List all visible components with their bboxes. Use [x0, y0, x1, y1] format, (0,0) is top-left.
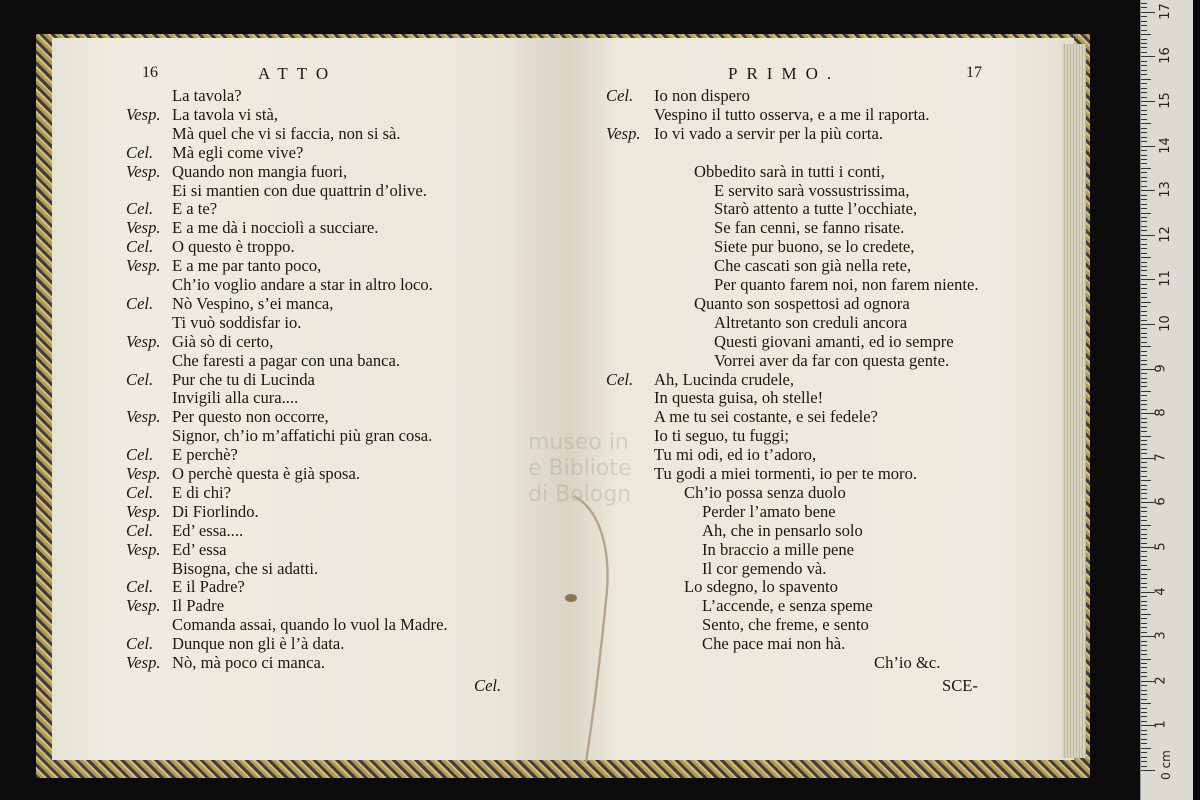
- left-page-speaker: Vesp.: [126, 653, 161, 672]
- left-page-speaker: Vesp.: [126, 407, 161, 427]
- ruler-tick: [1141, 400, 1147, 401]
- ruler-tick: [1141, 266, 1147, 267]
- ruler-tick: [1141, 328, 1147, 329]
- catchword-right: SCE-: [942, 676, 978, 695]
- ruler-tick: [1141, 7, 1147, 8]
- ruler-tick: [1141, 489, 1147, 490]
- right-page-speaker: Cel.: [606, 86, 634, 105]
- ruler-tick: [1141, 391, 1151, 392]
- measurement-ruler: [1140, 0, 1193, 800]
- ruler-tick: [1141, 743, 1147, 744]
- left-page-line: Dunque non gli è l’à data.: [172, 634, 345, 654]
- ruler-tick: [1141, 708, 1147, 709]
- ruler-tick: [1141, 618, 1147, 619]
- right-page-line: Che cascati son già nella rete,: [714, 256, 912, 276]
- ruler-tick: [1141, 632, 1147, 633]
- right-page-speaker: Cel.: [606, 369, 634, 389]
- left-page-line: Che faresti a pagar con una banca.: [172, 350, 401, 370]
- left-page-speaker: Cel.: [126, 199, 154, 219]
- ruler-number: 10: [1157, 315, 1173, 332]
- ruler-tick: [1141, 311, 1147, 312]
- ruler-tick: [1141, 248, 1147, 249]
- ruler-tick: [1141, 739, 1147, 740]
- ruler-tick: [1141, 748, 1151, 749]
- right-page-line: Ch’io &c.: [874, 653, 941, 672]
- right-page-line: Ch’io possa senza duolo: [684, 482, 846, 502]
- running-head-right: PRIMO.: [728, 64, 841, 83]
- ruler-tick: [1141, 168, 1151, 169]
- right-page-line: Altretanto son creduli ancora: [714, 312, 908, 332]
- ruler-tick: [1141, 306, 1147, 307]
- ruler-number: 4: [1153, 586, 1169, 596]
- page-number-right: 17: [966, 64, 982, 81]
- ruler-tick: [1141, 128, 1147, 129]
- ruler-tick: [1141, 436, 1151, 437]
- ruler-tick: [1141, 587, 1147, 588]
- ruler-tick: [1141, 378, 1147, 379]
- ruler-tick: [1141, 315, 1147, 316]
- ruler-tick: [1141, 360, 1147, 361]
- left-page-line: Ti vuò soddisfar io.: [172, 312, 302, 332]
- ruler-number: 16: [1157, 47, 1173, 65]
- ruler-tick: [1141, 217, 1147, 218]
- ruler-tick: [1141, 395, 1147, 396]
- left-page-speaker: Vesp.: [126, 464, 161, 483]
- ruler-tick: [1141, 137, 1147, 138]
- left-page-speaker: Cel.: [126, 237, 154, 257]
- ruler-number: 2: [1153, 676, 1169, 685]
- ruler-tick: [1141, 578, 1147, 579]
- ruler-tick: [1141, 150, 1147, 151]
- ruler-tick: [1141, 172, 1147, 173]
- ruler-number: 14: [1157, 136, 1173, 154]
- left-page-line: Comanda assai, quando lo vuol la Madre.: [172, 615, 448, 635]
- ruler-tick: [1141, 721, 1147, 722]
- ruler-tick: [1141, 141, 1147, 142]
- left-page-speaker: Vesp.: [126, 161, 161, 181]
- ruler-tick: [1141, 56, 1155, 57]
- right-page-line: In braccio a mille pene: [702, 539, 855, 559]
- left-page-line: La tavola?: [172, 86, 242, 105]
- ruler-tick: [1141, 159, 1147, 160]
- ruler-tick: [1141, 418, 1147, 419]
- ruler-tick: [1141, 235, 1155, 236]
- ruler-tick: [1141, 181, 1147, 182]
- ruler-tick: [1141, 221, 1147, 222]
- ruler-tick: [1141, 676, 1147, 677]
- ruler-tick: [1141, 119, 1147, 120]
- ruler-tick: [1141, 279, 1155, 280]
- ruler-number: 17: [1157, 3, 1173, 20]
- right-page-line: Per quanto farem noi, non farem niente.: [714, 275, 979, 294]
- left-page-line: O perchè questa è già sposa.: [172, 464, 360, 483]
- ruler-tick: [1141, 757, 1147, 758]
- ruler-tick: [1141, 132, 1147, 133]
- left-page-speaker: Cel.: [126, 520, 154, 540]
- ruler-tick: [1141, 373, 1147, 374]
- ruler-number: 1: [1153, 720, 1169, 730]
- left-page: [52, 38, 568, 760]
- ruler-tick: [1141, 39, 1147, 40]
- right-page-line: L’accende, e senza speme: [702, 596, 873, 616]
- right-page-line: Siete pur buono, se lo credete,: [714, 237, 915, 257]
- ruler-tick: [1141, 431, 1147, 432]
- ruler-tick: [1141, 199, 1147, 200]
- right-page-line: Che pace mai non hà.: [702, 634, 846, 654]
- ruler-tick: [1141, 239, 1147, 240]
- ruler-tick: [1141, 440, 1147, 441]
- ruler-tick: [1141, 485, 1147, 486]
- ruler-tick: [1141, 516, 1147, 517]
- left-page-line: Di Fiorlindo.: [172, 501, 259, 521]
- ruler-tick: [1141, 275, 1147, 276]
- ruler-number: 12: [1157, 226, 1173, 243]
- right-page-line: Tu mi odi, ed io t’adoro,: [654, 445, 817, 465]
- ruler-tick: [1141, 177, 1147, 178]
- left-page-line: Già sò di certo,: [172, 331, 274, 351]
- ruler-tick: [1141, 699, 1147, 700]
- left-page-speaker: Vesp.: [126, 539, 161, 559]
- ruler-tick: [1141, 716, 1147, 717]
- ruler-tick: [1141, 16, 1147, 17]
- ruler-tick: [1141, 596, 1147, 597]
- left-page-speaker: Cel.: [126, 142, 154, 162]
- right-page-line: Ah, che in pensarlo solo: [702, 520, 863, 540]
- ruler-tick: [1141, 427, 1147, 428]
- ruler-tick: [1141, 146, 1155, 147]
- ruler-tick: [1141, 92, 1147, 93]
- left-page-speaker: Cel.: [126, 634, 154, 654]
- left-page-line: E perchè?: [172, 445, 238, 465]
- ruler-unit-label: 0 cm: [1158, 750, 1173, 780]
- binding-thread: [560, 490, 630, 770]
- ruler-tick: [1141, 83, 1147, 84]
- ruler-tick: [1141, 208, 1147, 209]
- ruler-tick: [1141, 88, 1147, 89]
- ruler-tick: [1141, 694, 1147, 695]
- ruler-tick: [1141, 659, 1151, 660]
- ruler-tick: [1141, 110, 1147, 111]
- right-page-line: Starò attento a tutte l’occhiate,: [714, 199, 918, 219]
- ruler-tick: [1141, 672, 1147, 673]
- ruler-tick: [1141, 493, 1147, 494]
- left-page-speaker: Vesp.: [126, 256, 161, 276]
- ruler-tick: [1141, 444, 1147, 445]
- ruler-tick: [1141, 422, 1147, 423]
- ruler-tick: [1141, 560, 1147, 561]
- ruler-tick: [1141, 163, 1147, 164]
- right-page-line: Io ti seguo, tu fuggi;: [654, 426, 790, 446]
- ruler-tick: [1141, 569, 1151, 570]
- ruler-tick: [1141, 574, 1147, 575]
- ruler-tick: [1141, 525, 1151, 526]
- left-page-line: La tavola vi stà,: [172, 104, 278, 124]
- ruler-tick: [1141, 3, 1147, 4]
- ruler-tick: [1141, 690, 1147, 691]
- ruler-tick: [1141, 12, 1155, 13]
- ruler-tick: [1141, 52, 1147, 53]
- ruler-tick: [1141, 663, 1147, 664]
- left-page-speaker: Cel.: [126, 445, 154, 465]
- ruler-tick: [1141, 480, 1151, 481]
- right-page-line: Sento, che freme, e sento: [702, 615, 869, 635]
- ruler-tick: [1141, 293, 1147, 294]
- ruler-tick: [1141, 623, 1147, 624]
- ruler-tick: [1141, 453, 1147, 454]
- left-page-speaker: Vesp.: [126, 218, 161, 238]
- ruler-tick: [1141, 226, 1147, 227]
- ruler-tick: [1141, 65, 1147, 66]
- ruler-tick: [1141, 105, 1147, 106]
- ruler-tick: [1141, 667, 1147, 668]
- ruler-number: 9: [1153, 363, 1169, 373]
- left-page-speaker: Vesp.: [126, 104, 161, 124]
- ruler-tick: [1141, 601, 1147, 602]
- left-page-line: E di chi?: [172, 482, 231, 502]
- left-page-line: E a me par tanto poco,: [172, 256, 322, 276]
- ruler-tick: [1141, 70, 1147, 71]
- ruler-tick: [1141, 565, 1147, 566]
- left-page-line: Ed’ essa: [172, 539, 227, 559]
- ruler-tick: [1141, 284, 1147, 285]
- ruler-tick: [1141, 297, 1147, 298]
- left-page-speaker: Cel.: [126, 369, 154, 389]
- ruler-number: 8: [1153, 408, 1169, 417]
- ruler-number: 7: [1153, 453, 1169, 462]
- right-page-line: Vorrei aver da far con questa gente.: [714, 350, 950, 370]
- ruler-tick: [1141, 288, 1147, 289]
- left-page-speaker: Vesp.: [126, 596, 161, 616]
- right-page-line: In questa guisa, oh stelle!: [654, 388, 824, 408]
- left-page-speaker: Vesp.: [126, 331, 161, 351]
- left-page-line: Signor, ch’io m’affatichi più gran cosa.: [172, 426, 433, 446]
- ruler-tick: [1141, 449, 1147, 450]
- ruler-tick: [1141, 609, 1147, 610]
- ruler-tick: [1141, 43, 1147, 44]
- ruler-number: 5: [1153, 542, 1169, 551]
- ruler-tick: [1141, 346, 1151, 347]
- ruler-tick: [1141, 605, 1147, 606]
- ruler-tick: [1141, 25, 1147, 26]
- left-page-line: Quando non mangia fuori,: [172, 161, 348, 181]
- right-page-line: Io vi vado a servir per la più corta.: [654, 123, 883, 143]
- ruler-tick: [1141, 195, 1147, 196]
- watermark-line-1: museo in: [528, 430, 629, 455]
- right-page-line: A me tu sei costante, e sei fedele?: [654, 407, 878, 427]
- ruler-tick: [1141, 114, 1147, 115]
- ruler-tick: [1141, 761, 1147, 762]
- ruler-tick: [1141, 213, 1151, 214]
- ruler-tick: [1141, 529, 1147, 530]
- ruler-tick: [1141, 645, 1147, 646]
- left-page-line: Mà egli come vive?: [172, 142, 304, 162]
- right-page-line: Vespino il tutto osserva, e a me il raporta.: [654, 104, 930, 124]
- left-page-line: E il Padre?: [172, 577, 245, 597]
- ruler-tick: [1141, 364, 1147, 365]
- ruler-tick: [1141, 320, 1147, 321]
- ruler-tick: [1141, 155, 1147, 156]
- left-page-line: O questo è troppo.: [172, 237, 295, 257]
- left-page-line: Il Padre: [172, 596, 225, 616]
- left-page-speaker: Cel.: [126, 577, 154, 597]
- ruler-tick: [1141, 253, 1147, 254]
- ruler-tick: [1141, 74, 1147, 75]
- ruler-tick: [1141, 355, 1147, 356]
- ruler-tick: [1141, 520, 1147, 521]
- ruler-tick: [1141, 462, 1147, 463]
- left-page-line: Per questo non occorre,: [172, 407, 329, 427]
- ruler-tick: [1141, 186, 1147, 187]
- page-number-left: 16: [142, 64, 158, 81]
- ruler-number: 15: [1157, 92, 1173, 109]
- ruler-tick: [1141, 262, 1147, 263]
- ruler-tick: [1141, 511, 1147, 512]
- ruler-tick: [1141, 351, 1147, 352]
- ruler-tick: [1141, 730, 1147, 731]
- right-page-line: Perder l’amato bene: [702, 501, 836, 521]
- ruler-number: 11: [1157, 270, 1173, 288]
- ruler-tick: [1141, 627, 1147, 628]
- ruler-tick: [1141, 270, 1147, 271]
- right-page-line: Obbedito sarà in tutti i conti,: [694, 161, 885, 181]
- right-page-line: Tu godi a miei tormenti, io per te moro.: [654, 464, 918, 483]
- ruler-tick: [1141, 333, 1147, 334]
- left-page-line: Pur che tu di Lucinda: [172, 369, 315, 389]
- ruler-tick: [1141, 712, 1147, 713]
- left-page-line: Invigili alla cura....: [172, 388, 299, 408]
- left-page-speaker: Cel.: [126, 482, 154, 502]
- ruler-tick: [1141, 476, 1147, 477]
- ruler-tick: [1141, 404, 1147, 405]
- ruler-tick: [1141, 101, 1155, 102]
- left-page-line: Ed’ essa....: [172, 520, 244, 540]
- ruler-tick: [1141, 538, 1147, 539]
- ruler-number: 6: [1153, 497, 1169, 507]
- running-head-left: ATTO: [258, 64, 338, 83]
- right-page-line: Lo sdegno, lo spavento: [684, 577, 838, 597]
- ruler-tick: [1141, 386, 1147, 387]
- left-page-line: Nò Vespino, s’ei manca,: [172, 293, 334, 313]
- left-page-line: Ei si mantien con due quattrin d’olive.: [172, 180, 427, 200]
- left-page-speaker: Vesp.: [126, 501, 161, 521]
- ruler-tick: [1141, 614, 1151, 615]
- ruler-tick: [1141, 79, 1151, 80]
- ruler-tick: [1141, 650, 1147, 651]
- right-page-line: Questi giovani amanti, ed io sempre: [714, 331, 954, 351]
- ruler-tick: [1141, 543, 1147, 544]
- ruler-tick: [1141, 734, 1147, 735]
- ruler-tick: [1141, 556, 1147, 557]
- right-page-line: Io non dispero: [654, 86, 750, 105]
- ruler-tick: [1141, 337, 1147, 338]
- ruler-tick: [1141, 654, 1147, 655]
- ruler-tick: [1141, 21, 1147, 22]
- ruler-tick: [1141, 770, 1155, 771]
- ruler-tick: [1141, 324, 1155, 325]
- right-page-line: E servito sarà vossustrissima,: [714, 180, 910, 200]
- left-page-line: Bisogna, che si adatti.: [172, 558, 319, 578]
- ruler-tick: [1141, 244, 1147, 245]
- left-page-line: Mà quel che vi si faccia, non si sà.: [172, 123, 401, 143]
- ruler-tick: [1141, 471, 1147, 472]
- ruler-tick: [1141, 382, 1147, 383]
- ruler-tick: [1141, 123, 1151, 124]
- ruler-tick: [1141, 685, 1147, 686]
- ruler-number: 13: [1157, 181, 1173, 198]
- ruler-tick: [1141, 257, 1151, 258]
- left-page-line: Nò, mà poco ci manca.: [172, 653, 325, 672]
- ruler-tick: [1141, 551, 1147, 552]
- watermark-line-2: e Bibliote: [528, 456, 632, 481]
- right-page-speaker: Vesp.: [606, 123, 641, 143]
- left-page-line: Ch’io voglio andare a star in altro loco.: [172, 275, 433, 294]
- ruler-tick: [1141, 97, 1147, 98]
- right-page-line: Ah, Lucinda crudele,: [654, 369, 795, 389]
- watermark-line-3: di Bologn: [528, 482, 632, 507]
- ruler-tick: [1141, 190, 1155, 191]
- ruler-tick: [1141, 641, 1147, 642]
- right-page-line: Quanto son sospettosi ad ognora: [694, 293, 910, 313]
- left-page-line: E a te?: [172, 199, 218, 219]
- ruler-tick: [1141, 507, 1147, 508]
- ruler-number: 3: [1153, 631, 1169, 640]
- ruler-tick: [1141, 34, 1151, 35]
- ruler-tick: [1141, 302, 1151, 303]
- ruler-tick: [1141, 498, 1147, 499]
- right-page: [528, 38, 1074, 760]
- page-edges: [1062, 44, 1086, 758]
- ruler-tick: [1141, 342, 1147, 343]
- catchword-left: Cel.: [474, 676, 502, 695]
- left-page-line: E a me dà i nocciolì a succiare.: [172, 218, 379, 238]
- ruler-tick: [1141, 30, 1147, 31]
- right-page-line: Se fan cenni, se fanno risate.: [714, 218, 905, 238]
- ruler-tick: [1141, 204, 1147, 205]
- ruler-tick: [1141, 467, 1147, 468]
- ruler-tick: [1141, 752, 1147, 753]
- left-page-speaker: Cel.: [126, 293, 154, 313]
- ruler-tick: [1141, 703, 1151, 704]
- ruler-tick: [1141, 766, 1147, 767]
- ruler-tick: [1141, 61, 1147, 62]
- ruler-tick: [1141, 583, 1147, 584]
- ruler-tick: [1141, 534, 1147, 535]
- ruler-tick: [1141, 47, 1147, 48]
- ruler-tick: [1141, 409, 1147, 410]
- ruler-tick: [1141, 230, 1147, 231]
- right-page-line: Il cor gemendo và.: [702, 558, 827, 578]
